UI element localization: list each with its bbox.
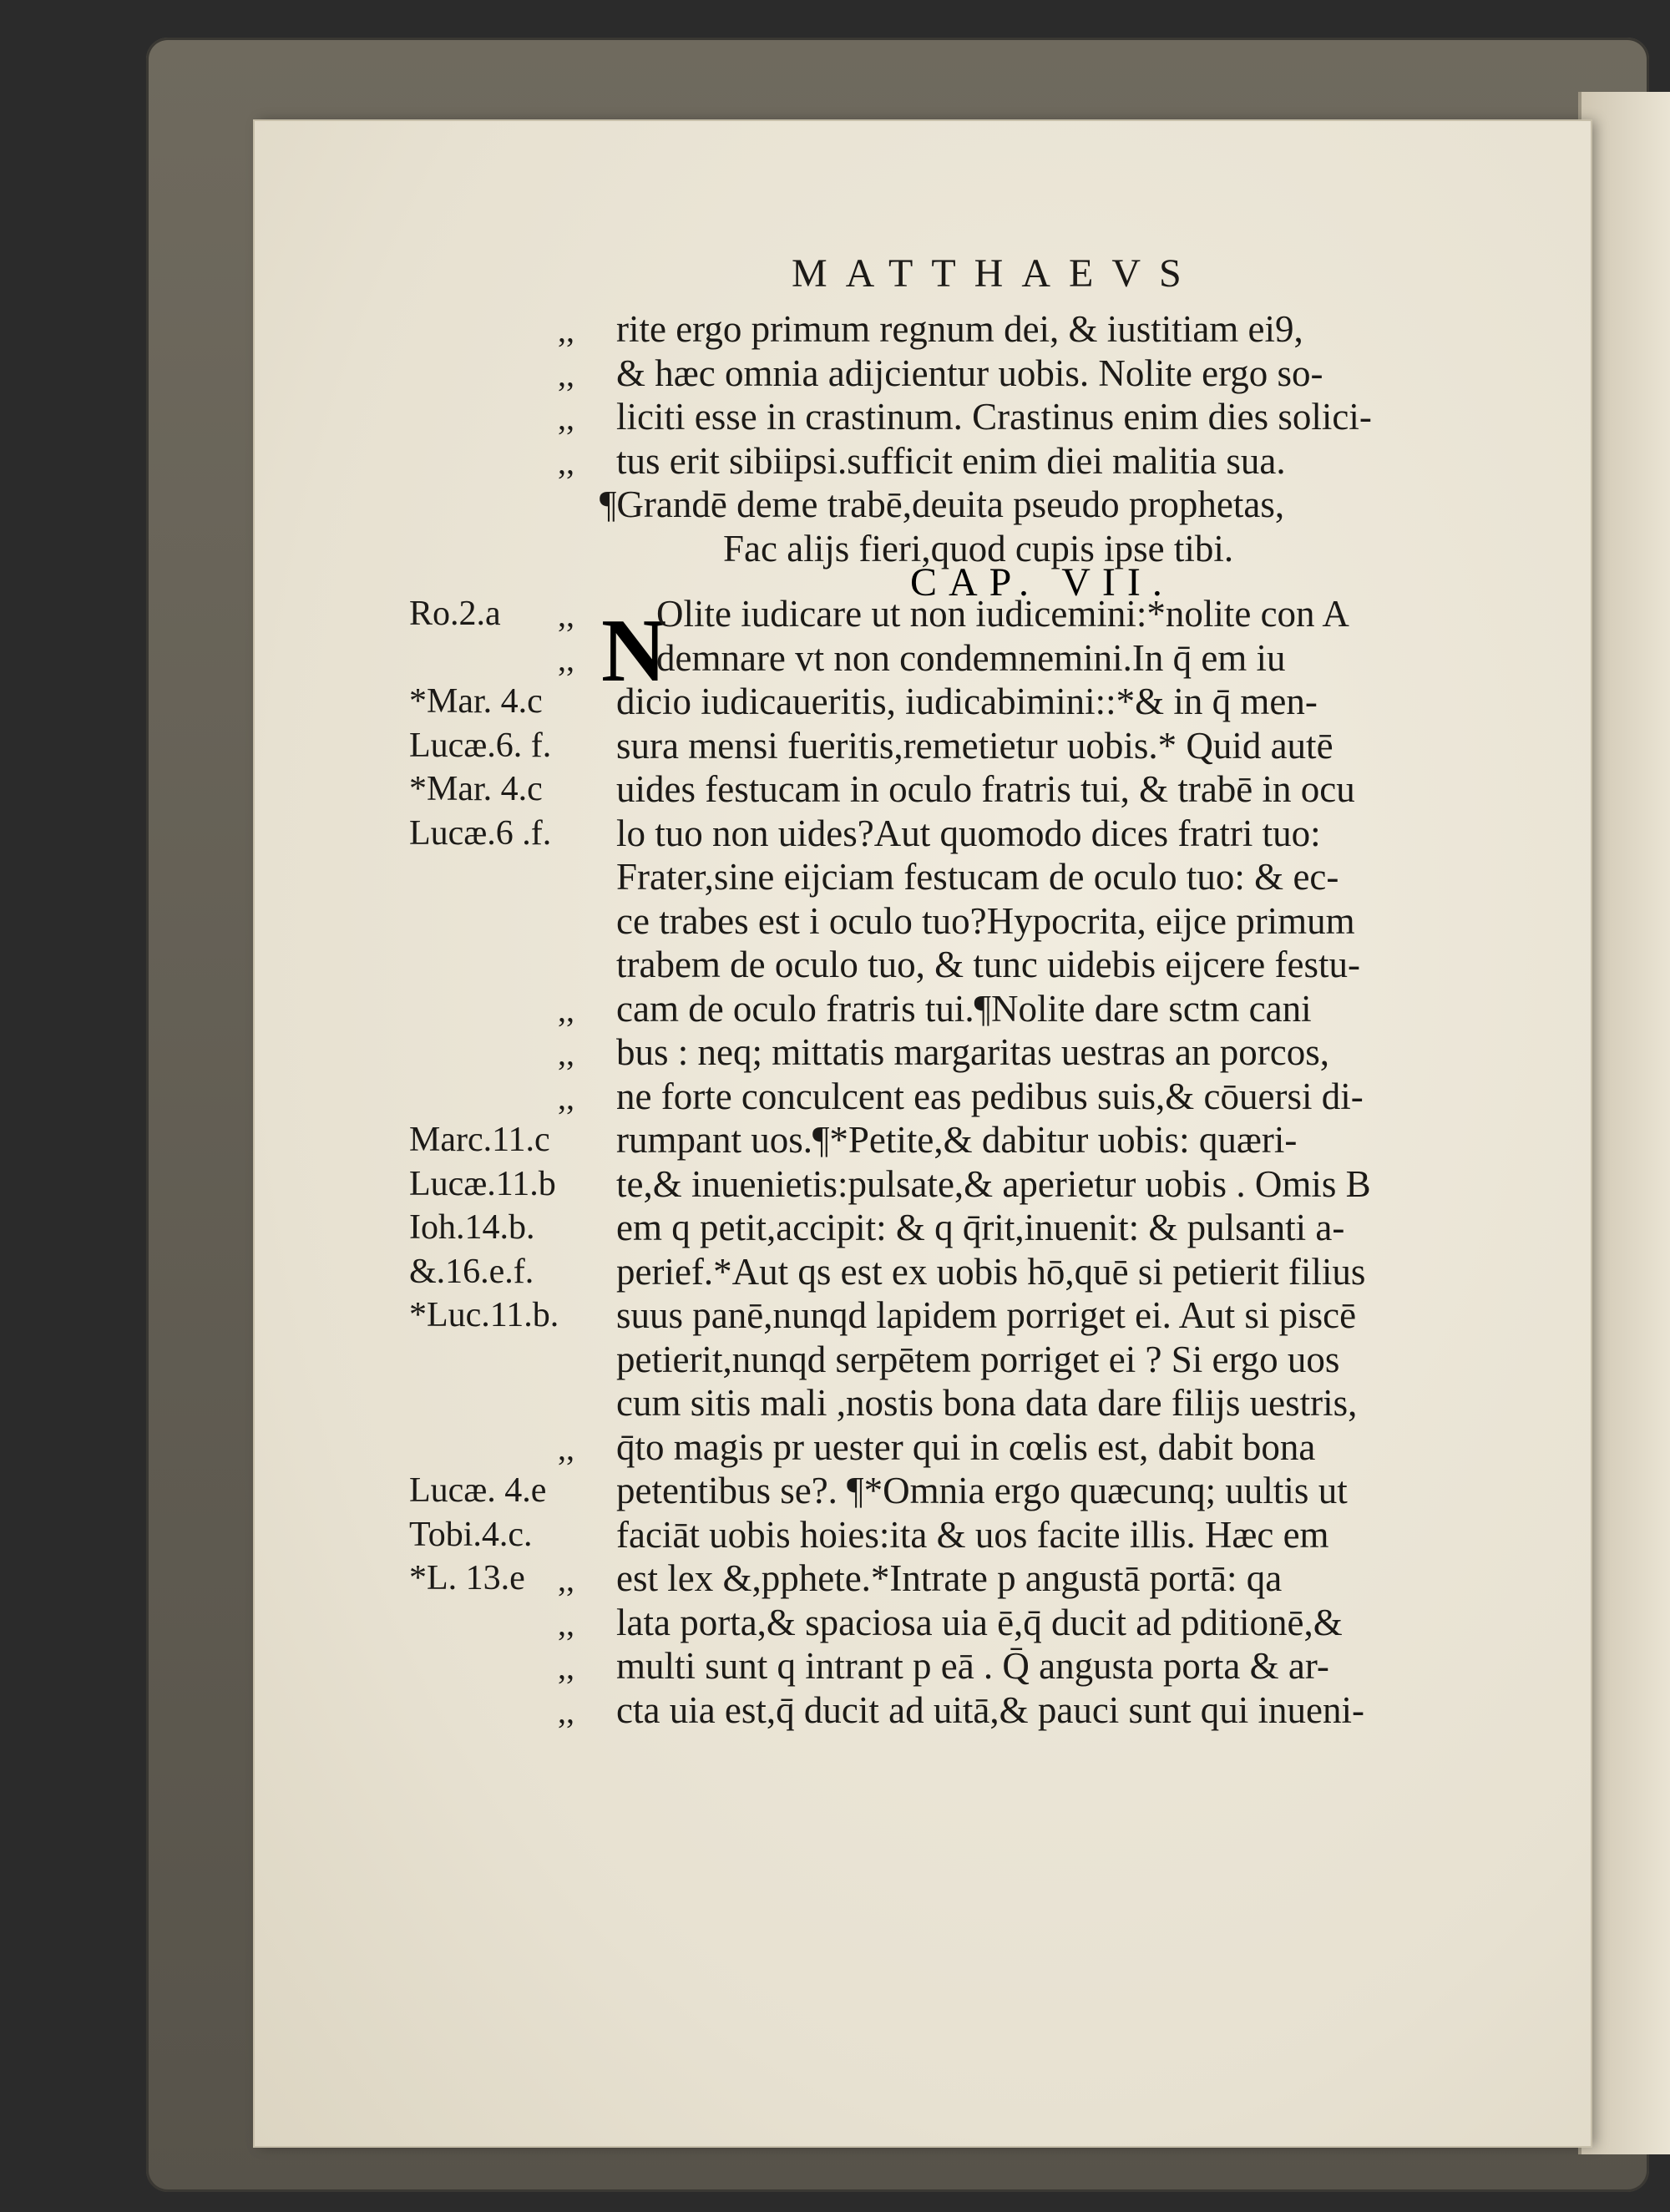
text-line: ce trabes est i oculo tuo?Hypocrita, eijce primum <box>616 899 1355 942</box>
text-line: multi sunt q intrant p eā . Q̄ angusta porta & ar- <box>616 1645 1329 1687</box>
quotation-mark: ,, <box>558 355 574 393</box>
text-line: suus panē,nunqd lapidem porriget ei. Aut si piscē <box>616 1294 1357 1336</box>
quotation-mark: ,, <box>558 1692 574 1730</box>
chapter-heading: CAP. VII. <box>910 560 1174 605</box>
text-line: tus erit sibiipsi.sufficit enim diei malitia sua. <box>616 439 1286 482</box>
text-line: Fac alijs fieri,quod cupis ipse tibi. <box>723 527 1234 569</box>
text-line: dicio iudicaueritis, iudicabimini::*& in q̄ men- <box>616 681 1318 722</box>
text-line: q̄to magis pr uester qui in cœlis est, dabit bona <box>616 1425 1316 1468</box>
quotation-mark: ,, <box>558 1561 574 1598</box>
text-line: cta uia est,q̄ ducit ad uitā,& pauci sunt qui inueni- <box>616 1688 1365 1731</box>
text-line: perief.*Aut qs est ex uobis hō,quē si petierit filius <box>616 1250 1366 1293</box>
quotation-mark: ,, <box>558 640 574 678</box>
text-line: petentibus se?. ¶*Omnia ergo quæcunq; uultis ut <box>616 1470 1348 1511</box>
drop-cap: N <box>601 601 666 701</box>
quotation-mark: ,, <box>558 1035 574 1072</box>
margin-reference: *Mar. 4.c <box>409 770 543 808</box>
quotation-mark: ,, <box>558 1429 574 1467</box>
margin-reference: Marc.11.c <box>409 1121 550 1159</box>
text-line: & hæc omnia adijcientur uobis. Nolite ergo so- <box>616 352 1323 394</box>
text-line: lata porta,& spaciosa uia ē,q̄ ducit ad pditionē,& <box>616 1601 1343 1643</box>
text-line: rumpant uos.¶*Petite,& dabitur uobis: quæri- <box>616 1119 1298 1161</box>
margin-reference: Ioh.14.b. <box>409 1208 535 1247</box>
quotation-mark: ,, <box>558 596 574 634</box>
quotation-mark: ,, <box>558 399 574 437</box>
quotation-mark: ,, <box>558 1078 574 1116</box>
margin-reference: &.16.e.f. <box>409 1252 534 1291</box>
quotation-mark: ,, <box>558 311 574 349</box>
text-line: ¶Grandē deme trabē,deuita pseudo prophetas, <box>600 483 1285 525</box>
quotation-mark: ,, <box>558 990 574 1029</box>
margin-reference: Lucæ. 4.e <box>409 1471 547 1510</box>
quotation-mark: ,, <box>558 443 574 481</box>
facing-page-edge <box>1578 92 1670 2154</box>
margin-reference: *Luc.11.b. <box>409 1296 559 1334</box>
text-line: ne forte conculcent eas pedibus suis,& cōuersi di- <box>616 1075 1364 1117</box>
quotation-mark: ,, <box>558 1648 574 1686</box>
text-line: cum sitis mali ,nostis bona data dare filijs uestris, <box>616 1382 1358 1424</box>
margin-reference: Lucæ.11.b <box>409 1164 556 1203</box>
text-line: trabem de oculo tuo, & tunc uidebis eijcere festu- <box>616 944 1360 985</box>
margin-reference: Ro.2.a <box>409 595 501 633</box>
margin-reference: *L. 13.e <box>409 1559 525 1597</box>
running-head: MATTHAEVS <box>792 251 1200 296</box>
text-line: Olite iudicare ut non iudicemini:*nolite con A <box>656 593 1349 635</box>
text-line: cam de oculo fratris tui.¶Nolite dare sctm cani <box>616 987 1312 1030</box>
text-line: uides festucam in oculo fratris tui, & trabē in ocu <box>616 768 1355 810</box>
margin-reference: Tobi.4.c. <box>409 1515 533 1554</box>
text-line: lo tuo non uides?Aut quomodo dices fratri tuo: <box>616 812 1321 854</box>
text-line: Frater,sine eijciam festucam de oculo tuo: & ec- <box>616 856 1339 898</box>
quotation-mark: ,, <box>558 1604 574 1643</box>
text-line: sura mensi fueritis,remetietur uobis.* Quid autē <box>616 724 1333 767</box>
margin-reference: Lucæ.6. f. <box>409 726 552 765</box>
text-line: bus : neq; mittatis margaritas uestras an porcos, <box>616 1031 1329 1073</box>
text-line: rite ergo primum regnum dei, & iustitiam ei9, <box>616 308 1303 350</box>
text-line: te,& inuenietis:pulsate,& aperietur uobis . Omis B <box>616 1162 1371 1205</box>
text-line: liciti esse in crastinum. Crastinus enim dies solici- <box>616 396 1372 438</box>
text-line: demnare vt non condemnemini.In q̄ em iu <box>656 636 1286 679</box>
margin-reference: Lucæ.6 .f. <box>409 813 552 853</box>
margin-reference: *Mar. 4.c <box>409 682 543 721</box>
text-line: faciāt uobis hoies:ita & uos facite illis. Hæc em <box>616 1513 1329 1556</box>
text-line: petierit,nunqd serpētem porriget ei ? Si ergo uos <box>616 1338 1340 1380</box>
text-line: em q petit,accipit: & q q̄rit,inuenit: & pulsanti a- <box>616 1207 1345 1248</box>
text-line: est lex &,pphete.*Intrate p angustā portā: qa <box>616 1557 1283 1599</box>
